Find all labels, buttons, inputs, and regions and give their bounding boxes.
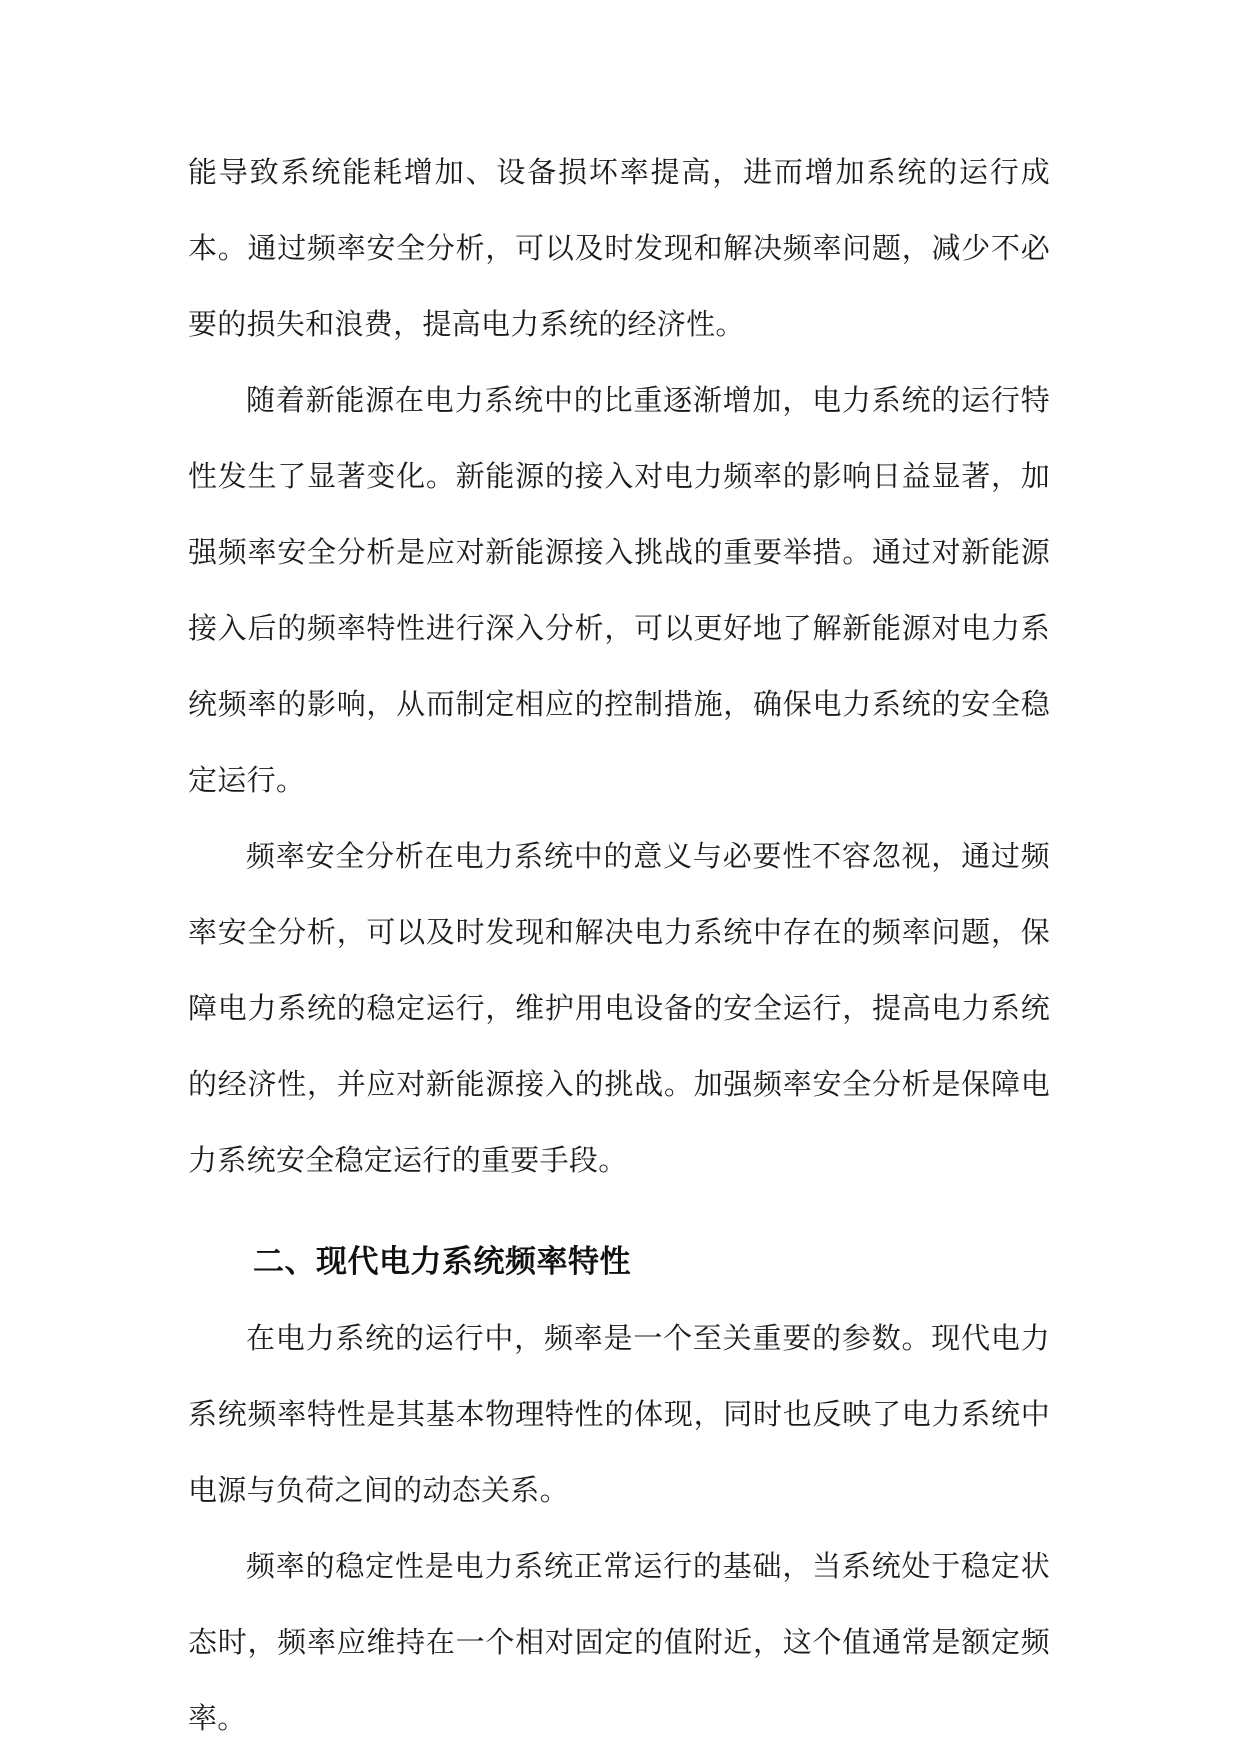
paragraph-frequency-stability: 频率的稳定性是电力系统正常运行的基础，当系统处于稳定状态时，频率应维持在一个相对固定的值附近，这个值通常是额定频率。 <box>188 1549 1050 1735</box>
paragraph-continuation: 能导致系统能耗增加、设备损坏率提高，进而增加系统的运行成本。通过频率安全分析，可以及时发现和解决频率问题，减少不必要的损失和浪费，提高电力系统的经济性。 <box>188 155 1050 341</box>
paragraph-frequency-characteristics: 在电力系统的运行中，频率是一个至关重要的参数。现代电力系统频率特性是其基本物理特性的体现，同时也反映了电力系统中电源与负荷之间的动态关系。 <box>188 1321 1050 1507</box>
document-body <box>188 134 1050 1756</box>
paragraph-new-energy: 随着新能源在电力系统中的比重逐渐增加，电力系统的运行特性发生了显著变化。新能源的接入对电力频率的影响日益显著，加强频率安全分析是应对新能源接入挑战的重要举措。通过对新能源接入后的频率特性进行深入分析，可以更好地了解新能源对电力系统频率的影响，从而制定相应的控制措施，确保电力系统的安全稳定运行。 <box>188 383 1050 797</box>
section-heading: 二、现代电力系统频率特性 <box>253 1244 631 1280</box>
paragraph-significance-summary: 频率安全分析在电力系统中的意义与必要性不容忽视，通过频率安全分析，可以及时发现和解决电力系统中存在的频率问题，保障电力系统的稳定运行，维护用电设备的安全运行，提高电力系统的经济性，并应对新能源接入的挑战。加强频率安全分析是保障电力系统安全稳定运行的重要手段。 <box>188 839 1050 1177</box>
